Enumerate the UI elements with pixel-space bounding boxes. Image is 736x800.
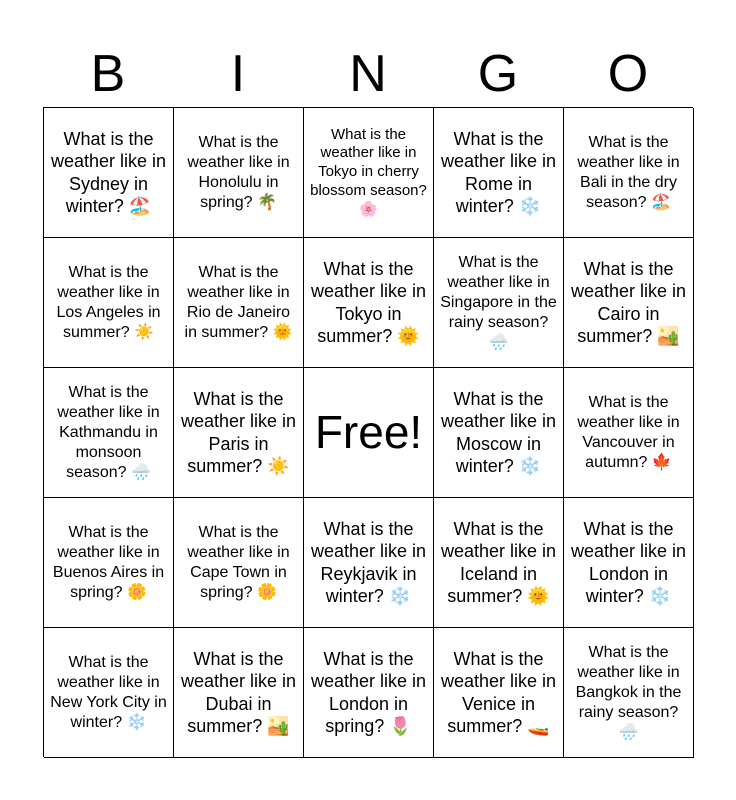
header-letter-i: I — [230, 45, 246, 103]
bingo-cell-text: What is the weather like in Los Angeles in summer? ☀️ — [56, 263, 161, 341]
bingo-cell-text: What is the weather like in Honolulu in spring? 🌴 — [187, 133, 290, 211]
header-letter-g: G — [477, 45, 519, 103]
bingo-cell-text: What is the weather like in London in spring? 🌷 — [310, 648, 427, 736]
bingo-cell-text: What is the weather like in Cairo in summer? 🏜️ — [570, 258, 687, 346]
bingo-cell-text: What is the weather like in Dubai in summer? 🏜️ — [180, 648, 297, 736]
header-letter-n: N — [349, 45, 387, 103]
bingo-cell[interactable] — [174, 628, 304, 758]
bingo-cell-text: What is the weather like in Singapore in the rainy season? 🌧️ — [440, 253, 557, 351]
bingo-cell[interactable] — [174, 238, 304, 368]
bingo-cell-text: What is the weather like in Moscow in winter? ❄️ — [440, 388, 557, 476]
bingo-card-grid — [43, 107, 693, 757]
bingo-cell-text: What is the weather like in Vancouver in autumn? 🍁 — [577, 393, 680, 471]
bingo-cell[interactable] — [564, 108, 694, 238]
bingo-cell-text: What is the weather like in Rome in winter? ❄️ — [440, 128, 557, 216]
bingo-cell-text: What is the weather like in Bangkok in the rainy season? 🌧️ — [575, 643, 682, 741]
bingo-cell[interactable] — [434, 238, 564, 368]
bingo-cell[interactable] — [564, 498, 694, 628]
bingo-cell[interactable] — [434, 498, 564, 628]
bingo-cell[interactable] — [304, 238, 434, 368]
bingo-cell[interactable] — [44, 238, 174, 368]
bingo-cell[interactable] — [564, 238, 694, 368]
bingo-cell[interactable] — [174, 498, 304, 628]
bingo-cell-text: What is the weather like in Reykjavik in winter? ❄️ — [310, 518, 427, 606]
header-letter-o: O — [607, 45, 649, 103]
free-space-text: Free! — [314, 405, 423, 458]
bingo-cell-text: What is the weather like in New York City in winter? ❄️ — [50, 653, 167, 731]
bingo-cell-text: What is the weather like in London in winter? ❄️ — [570, 518, 687, 606]
bingo-cell-text: What is the weather like in Bali in the dry season? 🏖️ — [577, 133, 680, 211]
bingo-cell[interactable] — [174, 108, 304, 238]
bingo-cell-text: What is the weather like in Sydney in winter? 🏖️ — [50, 128, 167, 216]
bingo-cell[interactable] — [304, 498, 434, 628]
header-letter-b: B — [90, 45, 126, 103]
bingo-cell-text: What is the weather like in Tokyo in summer? 🌞 — [310, 258, 427, 346]
bingo-cell[interactable] — [44, 108, 174, 238]
bingo-header — [43, 40, 693, 108]
bingo-cell[interactable] — [44, 628, 174, 758]
bingo-cell[interactable] — [434, 368, 564, 498]
bingo-cell[interactable] — [44, 498, 174, 628]
bingo-cell-text: What is the weather like in Venice in summer? 🚤 — [440, 648, 557, 736]
bingo-cell-text: What is the weather like in Tokyo in cherry blossom season? 🌸 — [310, 125, 427, 218]
bingo-cell[interactable] — [174, 368, 304, 498]
bingo-cell[interactable] — [434, 628, 564, 758]
bingo-cell[interactable] — [44, 368, 174, 498]
bingo-cell-text: What is the weather like in Rio de Janeiro in summer? 🌞 — [184, 263, 293, 341]
bingo-cell[interactable] — [564, 368, 694, 498]
bingo-cell[interactable] — [564, 628, 694, 758]
bingo-cell-text: What is the weather like in Iceland in summer? 🌞 — [440, 518, 557, 606]
free-space-cell[interactable] — [304, 368, 434, 498]
bingo-cell[interactable] — [434, 108, 564, 238]
bingo-cell[interactable] — [304, 628, 434, 758]
bingo-cell-text: What is the weather like in Cape Town in spring? 🌼 — [187, 523, 290, 601]
bingo-cell-text: What is the weather like in Paris in summer? ☀️ — [180, 388, 297, 476]
bingo-cell-text: What is the weather like in Kathmandu in monsoon season? 🌧️ — [57, 383, 160, 481]
bingo-cell[interactable] — [304, 108, 434, 238]
bingo-cell-text: What is the weather like in Buenos Aires in spring? 🌼 — [52, 523, 165, 601]
